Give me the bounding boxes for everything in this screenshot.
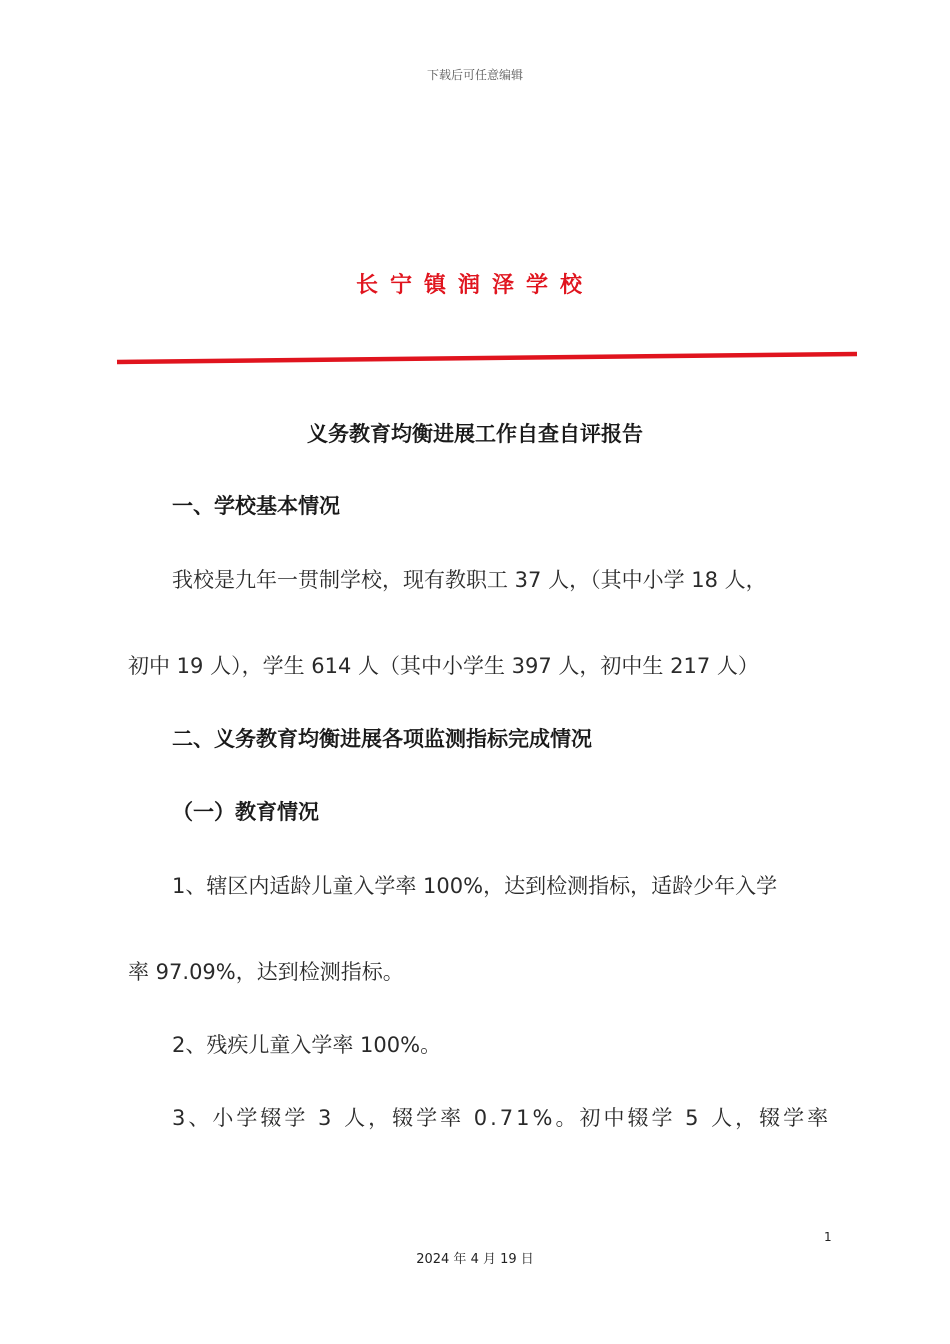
section-1-heading: 一、学校基本情况 [172, 494, 340, 518]
item-3-line-1: 3、小学辍学 3 人，辍学率 0.71%。初中辍学 5 人，辍学率 [172, 1106, 832, 1130]
subsection-1-heading: （一）教育情况 [172, 800, 319, 824]
section-2-heading: 二、义务教育均衡进展各项监测指标完成情况 [172, 727, 592, 751]
item-1-line-1: 1、辖区内适龄儿童入学率 100%，达到检测指标，适龄少年入学 [172, 874, 778, 898]
page-number: 1 [824, 1230, 832, 1244]
footer-date: 2024 年 4 月 19 日 [416, 1252, 534, 1267]
school-name: 长宁镇润泽学校 [355, 273, 594, 298]
download-note: 下载后可任意编辑 [426, 68, 523, 82]
section-1-paragraph-line-1: 我校是九年一贯制学校，现有教职工 37 人，（其中小学 18 人， [172, 568, 767, 592]
item-1-line-2: 率 97.09%，达到检测指标。 [128, 960, 404, 984]
item-2: 2、残疾儿童入学率 100%。 [172, 1033, 442, 1057]
section-1-paragraph-line-2: 初中 19 人），学生 614 人（其中小学生 397 人，初中生 217 人） [128, 654, 759, 678]
report-title: 义务教育均衡进展工作自查自评报告 [307, 422, 643, 446]
